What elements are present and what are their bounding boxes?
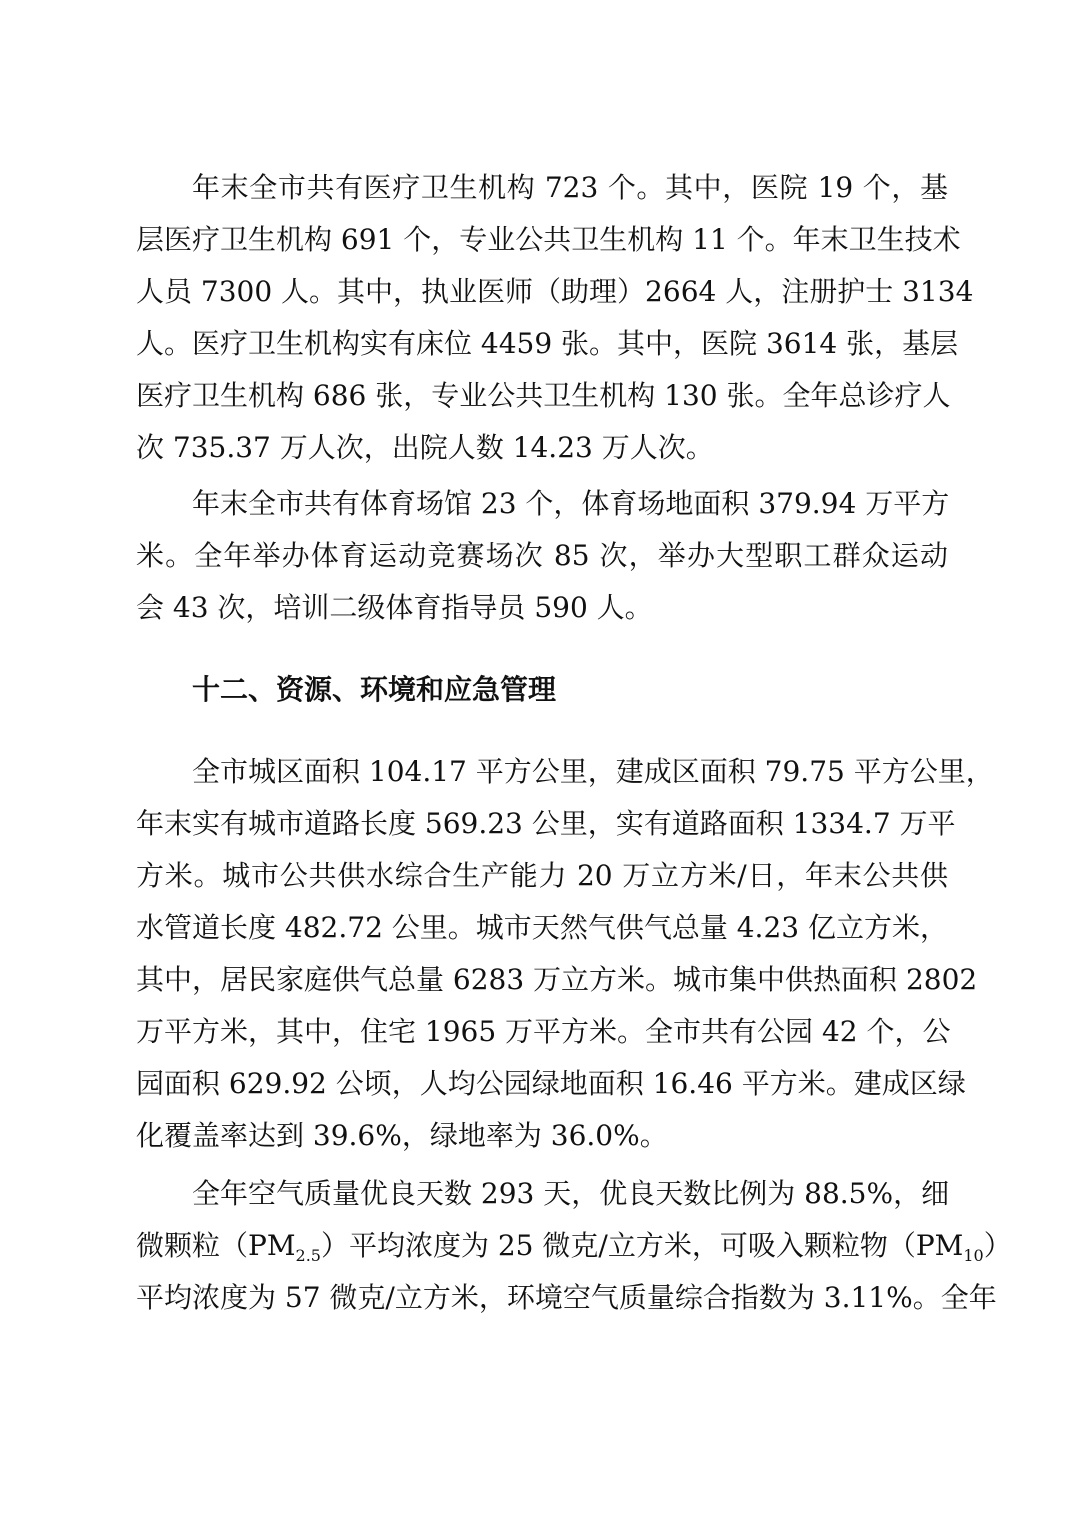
paragraph-line: 米。全年举办体育运动竞赛场次 85 次，举办大型职工群众运动 bbox=[136, 539, 948, 572]
paragraph-line: 年末实有城市道路长度 569.23 公里，实有道路面积 1334.7 万平 bbox=[136, 807, 956, 840]
text-run: ） bbox=[983, 1229, 1012, 1262]
paragraph-line: 次 735.37 万人次，出院人数 14.23 万人次。 bbox=[136, 431, 714, 464]
text-run: ）平均浓度为 25 微克/立方米，可吸入颗粒物（PM bbox=[320, 1229, 964, 1262]
paragraph-line: 化覆盖率达到 39.6%，绿地率为 36.0%。 bbox=[136, 1119, 668, 1152]
paragraph-line: 会 43 次，培训二级体育指导员 590 人。 bbox=[136, 591, 653, 624]
paragraph-line: 全年空气质量优良天数 293 天，优良天数比例为 88.5%，细 bbox=[192, 1177, 950, 1210]
paragraph-line: 人。医疗卫生机构实有床位 4459 张。其中，医院 3614 张，基层 bbox=[136, 327, 959, 360]
paragraph-line: 全市城区面积 104.17 平方公里，建成区面积 79.75 平方公里， bbox=[192, 755, 994, 788]
paragraph-line: 水管道长度 482.72 公里。城市天然气供气总量 4.23 亿立方米， bbox=[136, 911, 948, 944]
paragraph-line: 方米。城市公共供水综合生产能力 20 万立方米/日，年末公共供 bbox=[136, 859, 948, 892]
paragraph-line: 年末全市共有医疗卫生机构 723 个。其中，医院 19 个，基 bbox=[192, 171, 948, 204]
section-heading: 十二、资源、环境和应急管理 bbox=[192, 673, 557, 706]
paragraph-line: 园面积 629.92 公顷，人均公园绿地面积 16.46 平方米。建成区绿 bbox=[136, 1067, 966, 1100]
paragraph-sports bbox=[136, 478, 948, 634]
paragraph-line: 人员 7300 人。其中，执业医师（助理）2664 人，注册护士 3134 bbox=[136, 275, 974, 308]
paragraph-line: 年末全市共有体育场馆 23 个，体育场地面积 379.94 万平方 bbox=[192, 487, 950, 520]
paragraph-line: 其中，居民家庭供气总量 6283 万立方米。城市集中供热面积 2802 bbox=[136, 963, 978, 996]
pm25-subscript: 2.5 bbox=[295, 1246, 321, 1265]
paragraph-line: 层医疗卫生机构 691 个，专业公共卫生机构 11 个。年末卫生技术 bbox=[136, 223, 961, 256]
paragraph-line: 万平方米，其中，住宅 1965 万平方米。全市共有公园 42 个，公 bbox=[136, 1015, 951, 1048]
paragraph-air-quality bbox=[136, 1168, 1012, 1324]
paragraph-line-pm bbox=[136, 1220, 1012, 1272]
paragraph-healthcare bbox=[136, 162, 974, 474]
pm10-subscript: 10 bbox=[963, 1246, 984, 1265]
paragraph-line: 平均浓度为 57 微克/立方米，环境空气质量综合指数为 3.11%。全年 bbox=[136, 1281, 997, 1314]
paragraph-line: 医疗卫生机构 686 张，专业公共卫生机构 130 张。全年总诊疗人 bbox=[136, 379, 951, 412]
paragraph-urban-resources bbox=[136, 746, 994, 1162]
text-run: 微颗粒（PM bbox=[136, 1229, 296, 1262]
